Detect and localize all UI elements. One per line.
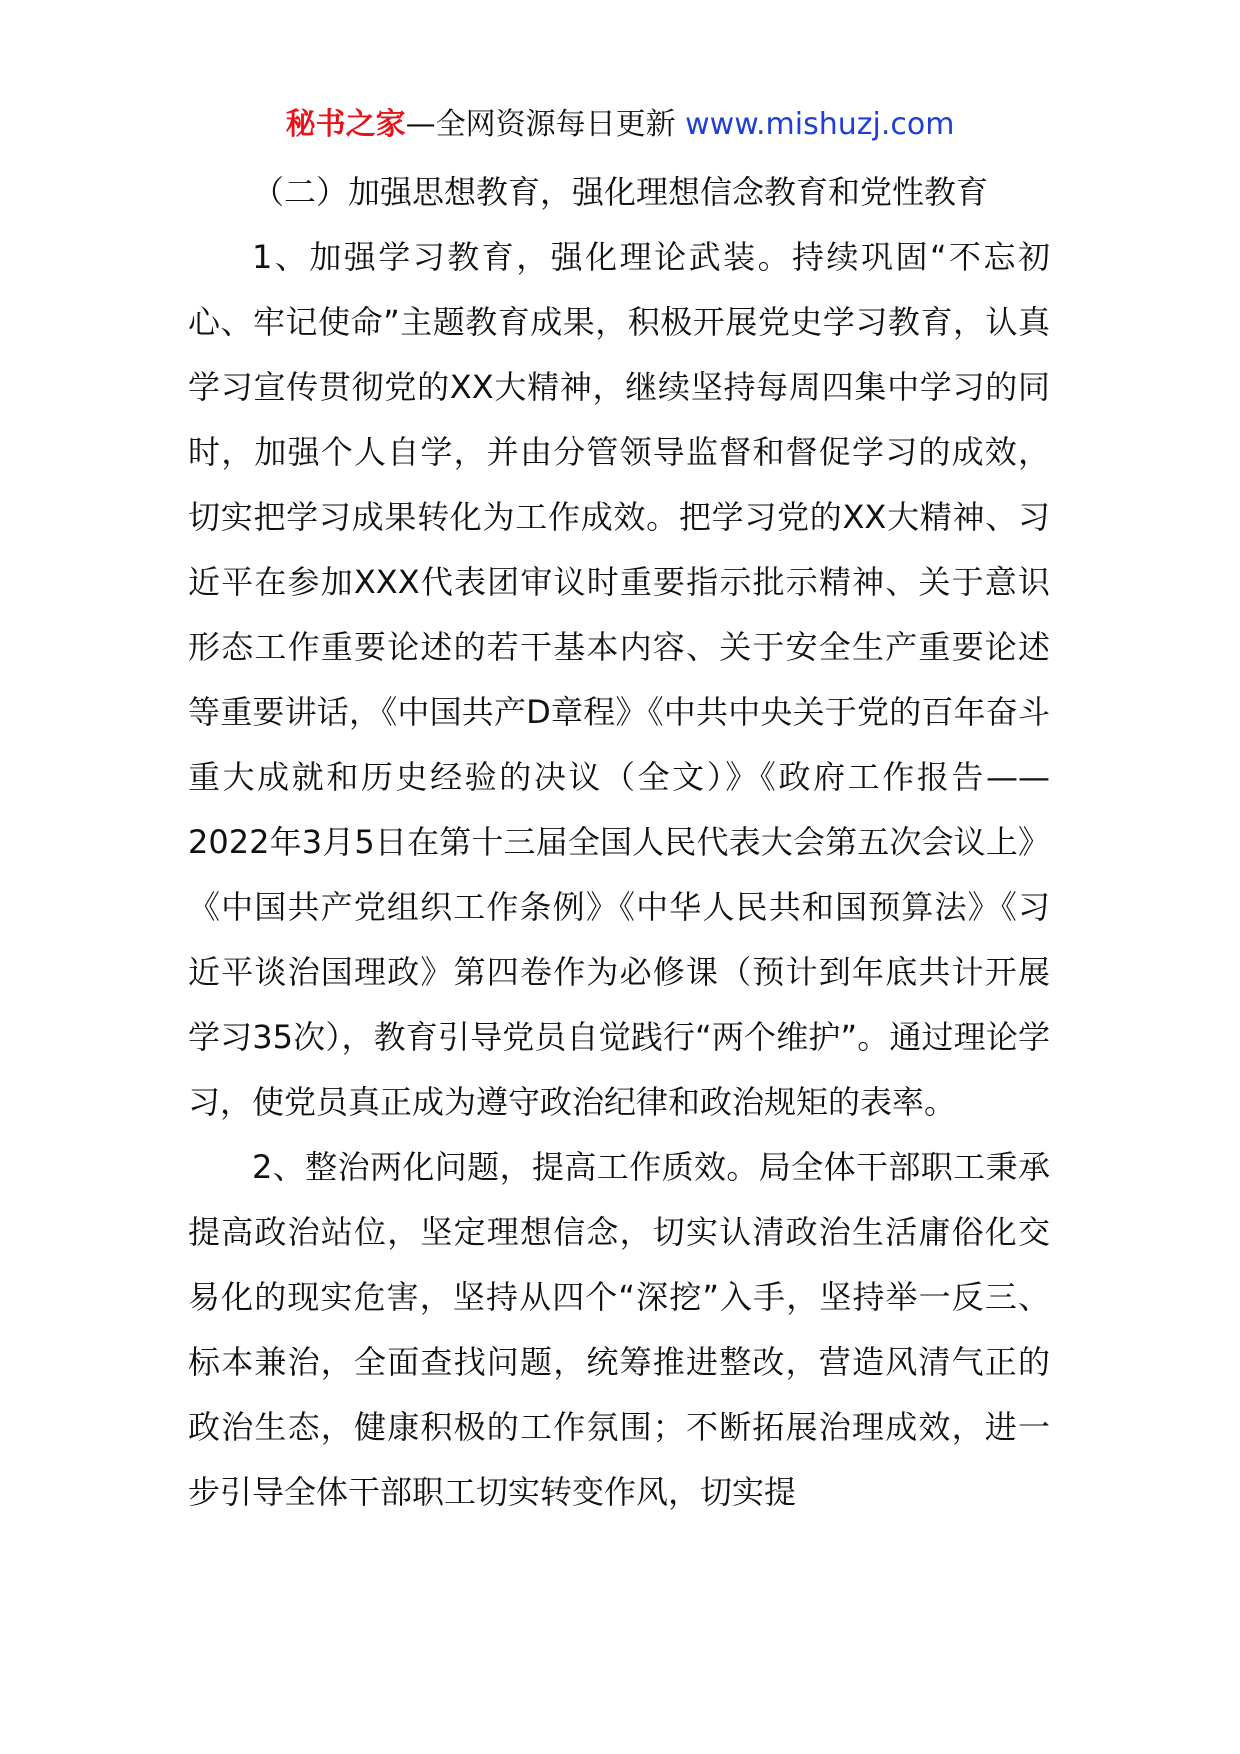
site-url-link[interactable]: www.mishuzj.com	[685, 107, 955, 142]
header-tagline: —全网资源每日更新	[405, 107, 686, 142]
brand-name: 秘书之家	[285, 107, 406, 142]
document-body	[188, 160, 1050, 1525]
site-header	[0, 100, 1240, 150]
section-heading: （二）加强思想教育，强化理想信念教育和党性教育	[252, 173, 989, 211]
paragraph-study-education: 1、加强学习教育，强化理论武装。持续巩固“不忘初心、牢记使命”主题教育成果，积极开展党史学习教育，认真学习宣传贯彻党的XX大精神，继续坚持每周四集中学习的同时，加强个人自学，并由分管领导监督和督促学习的成效，切实把学习成果转化为工作成效。把学习党的XX大精神、习近平在参加XXX代表团审议时重要指示批示精神、关于意识形态工作重要论述的若干基本内容、关于安全生产重要论述等重要讲话，《中国共产D章程》《中共中央关于党的百年奋斗重大成就和历史经验的决议（全文）》《政府工作报告——2022年3月5日在第十三届全国人民代表大会第五次会议上》《中国共产党组织工作条例》《中华人民共和国预算法》《习近平谈治国理政》第四卷作为必修课（预计到年底共计开展学习35次），教育引导党员自觉践行“两个维护”。通过理论学习，使党员真正成为遵守政治纪律和政治规矩的表率。	[188, 238, 1050, 1121]
paragraph-rectify-issues: 2、整治两化问题，提高工作质效。局全体干部职工秉承提高政治站位，坚定理想信念，切实认清政治生活庸俗化交易化的现实危害，坚持从四个“深挖”入手，坚持举一反三、标本兼治，全面查找问题，统筹推进整改，营造风清气正的政治生态，健康积极的工作氛围；不断拓展治理成效，进一步引导全体干部职工切实转变作风，切实提	[188, 1148, 1050, 1511]
